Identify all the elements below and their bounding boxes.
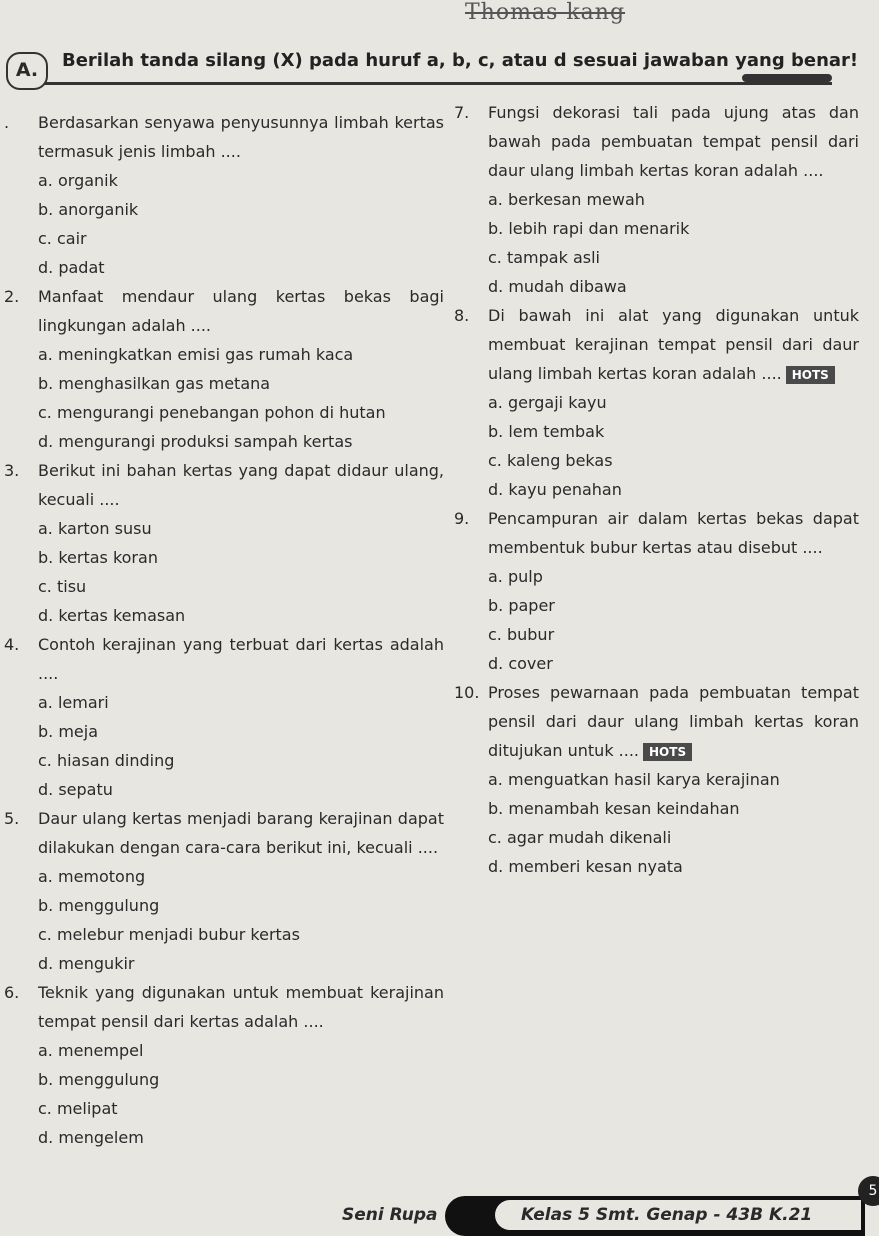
instruction-text: Berilah tanda silang (X) pada huruf a, b, c, atau d sesuai jawaban yang benar! — [62, 50, 859, 71]
answer-option[interactable]: c. kaleng bekas — [488, 451, 613, 470]
answer-option[interactable]: b. paper — [488, 596, 555, 615]
question-stem: Teknik yang digunakan untuk membuat kerajinan tempat pensil dari kertas adalah .... — [38, 983, 444, 1031]
question-block — [454, 504, 859, 678]
question-block — [454, 301, 859, 504]
question-number: 8. — [454, 306, 470, 325]
question-stem: Daur ulang kertas menjadi barang kerajinan dapat dilakukan dengan cara-cara berikut ini, kecuali .... — [38, 809, 444, 857]
answer-option[interactable]: c. tampak asli — [488, 248, 600, 267]
answer-option[interactable]: c. mengurangi penebangan pohon di hutan — [38, 403, 386, 422]
answer-option[interactable]: a. lemari — [38, 693, 109, 712]
answer-option[interactable]: d. kertas kemasan — [38, 606, 186, 625]
question-number: 7. — [454, 103, 470, 122]
question-stem: Manfaat mendaur ulang kertas bekas bagi lingkungan adalah .... — [38, 287, 444, 335]
question-number: 6. — [4, 983, 20, 1002]
section-letter: A. — [6, 52, 48, 90]
question-block — [4, 978, 444, 1152]
answer-option[interactable]: d. mengukir — [38, 954, 135, 973]
answer-option[interactable]: b. lem tembak — [488, 422, 605, 441]
answer-option[interactable]: d. kayu penahan — [488, 480, 622, 499]
answer-option[interactable]: b. menggulung — [38, 896, 160, 915]
answer-option[interactable]: d. mengurangi produksi sampah kertas — [38, 432, 353, 451]
left-question-column — [4, 108, 444, 1152]
question-block — [4, 108, 444, 282]
answer-option[interactable]: c. melebur menjadi bubur kertas — [38, 925, 300, 944]
answer-option[interactable]: c. tisu — [38, 577, 87, 596]
answer-option[interactable]: b. menambah kesan keindahan — [488, 799, 740, 818]
question-number: 4. — [4, 635, 20, 654]
answer-option[interactable]: a. organik — [38, 171, 118, 190]
answer-option[interactable]: c. bubur — [488, 625, 555, 644]
right-question-column — [454, 98, 859, 881]
answer-option[interactable]: c. hiasan dinding — [38, 751, 175, 770]
question-block — [4, 282, 444, 456]
answer-option[interactable]: d. memberi kesan nyata — [488, 857, 683, 876]
answer-option[interactable]: d. sepatu — [38, 780, 113, 799]
handwritten-name: Thomas kang — [465, 0, 626, 25]
question-stem: Proses pewarnaan pada pembuatan tempat pensil dari daur ulang limbah kertas koran ditujukan untuk .... — [488, 683, 859, 760]
question-block — [454, 98, 859, 301]
question-stem: Contoh kerajinan yang terbuat dari kertas adalah .... — [38, 635, 444, 683]
question-stem: Berdasarkan senyawa penyusunnya limbah kertas termasuk jenis limbah .... — [38, 113, 444, 161]
answer-option[interactable]: b. menghasilkan gas metana — [38, 374, 271, 393]
answer-option[interactable]: d. padat — [38, 258, 105, 277]
question-block — [4, 804, 444, 978]
question-stem: Berikut ini bahan kertas yang dapat didaur ulang, kecuali .... — [38, 461, 444, 509]
page-number: 5 — [858, 1176, 879, 1206]
question-number: 5. — [4, 809, 20, 828]
question-stem: Di bawah ini alat yang digunakan untuk membuat kerajinan tempat pensil dari daur ulang limbah kertas koran adalah .... — [488, 306, 859, 383]
subject-label: Seni Rupa — [342, 1205, 438, 1225]
question-number: 9. — [454, 509, 470, 528]
answer-option[interactable]: b. menggulung — [38, 1070, 160, 1089]
question-stem: Fungsi dekorasi tali pada ujung atas dan bawah pada pembuatan tempat pensil dari daur ulang limbah kertas koran adalah .... — [488, 103, 859, 180]
question-block — [454, 678, 859, 881]
answer-option[interactable]: a. meningkatkan emisi gas rumah kaca — [38, 345, 354, 364]
answer-option[interactable]: b. kertas koran — [38, 548, 158, 567]
answer-option[interactable]: a. karton susu — [38, 519, 152, 538]
question-number: . — [4, 113, 10, 132]
answer-option[interactable]: d. cover — [488, 654, 553, 673]
question-number: 10. — [454, 683, 480, 702]
question-number: 2. — [4, 287, 20, 306]
answer-option[interactable]: c. melipat — [38, 1099, 118, 1118]
answer-option[interactable]: a. gergaji kayu — [488, 393, 607, 412]
answer-option[interactable]: d. mengelem — [38, 1128, 144, 1147]
question-block — [4, 456, 444, 630]
answer-option[interactable]: a. pulp — [488, 567, 543, 586]
answer-option[interactable]: c. cair — [38, 229, 87, 248]
answer-option[interactable]: b. meja — [38, 722, 99, 741]
answer-option[interactable]: a. menempel — [38, 1041, 144, 1060]
question-stem: Pencampuran air dalam kertas bekas dapat membentuk bubur kertas atau disebut .... — [488, 509, 859, 557]
question-block — [4, 630, 444, 804]
answer-option[interactable]: a. berkesan mewah — [488, 190, 645, 209]
answer-option[interactable]: a. menguatkan hasil karya kerajinan — [488, 770, 780, 789]
answer-option[interactable]: b. lebih rapi dan menarik — [488, 219, 690, 238]
answer-option[interactable]: b. anorganik — [38, 200, 139, 219]
answer-option[interactable]: c. agar mudah dikenali — [488, 828, 672, 847]
class-info: Kelas 5 Smt. Genap - 43B K.21 — [495, 1200, 861, 1230]
answer-option[interactable]: a. memotong — [38, 867, 146, 886]
hots-badge: HOTS — [643, 743, 692, 761]
hots-badge: HOTS — [786, 366, 835, 384]
answer-option[interactable]: d. mudah dibawa — [488, 277, 627, 296]
question-number: 3. — [4, 461, 20, 480]
